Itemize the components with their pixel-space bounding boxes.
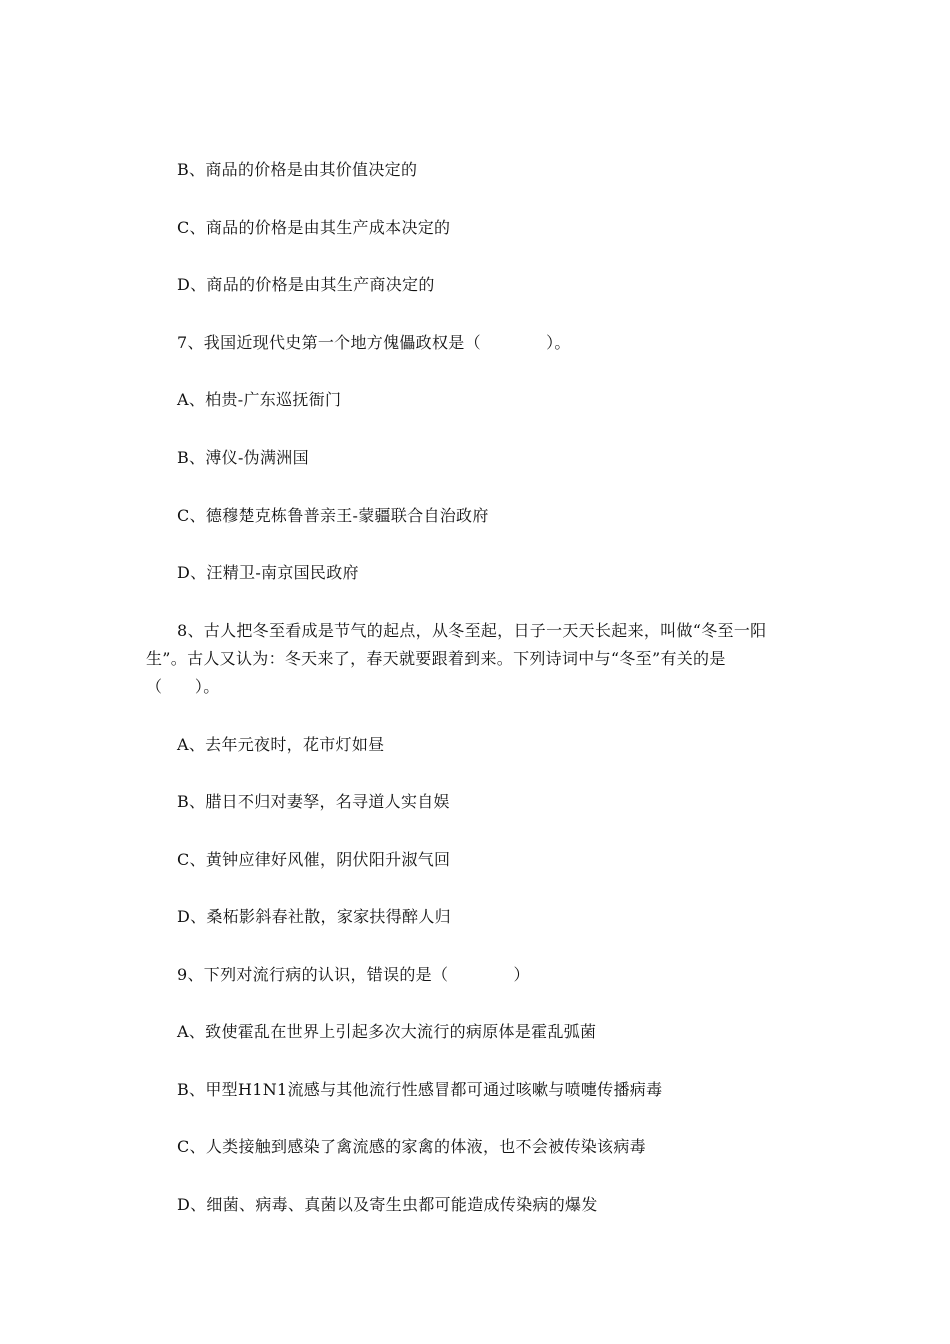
q9-question: 9、下列对流行病的认识，错误的是（ ） [177, 965, 530, 984]
q9-option-a: A、致使霍乱在世界上引起多次大流行的病原体是霍乱弧菌 [177, 1022, 597, 1041]
q6-option-c: C、商品的价格是由其生产成本决定的 [177, 218, 451, 237]
q7-option-b: B、溥仪-伪满洲国 [177, 448, 309, 467]
q6-option-d: D、商品的价格是由其生产商决定的 [177, 275, 435, 294]
q8-option-b: B、腊日不归对妻孥，名寻道人实自娱 [177, 792, 450, 811]
q8-option-d: D、桑柘影斜春社散，家家扶得醉人归 [177, 907, 451, 926]
q9-option-b: B、甲型H1N1流感与其他流行性感冒都可通过咳嗽与喷嚏传播病毒 [177, 1080, 663, 1099]
q7-option-d: D、汪精卫-南京国民政府 [177, 563, 359, 582]
q9-option-c: C、人类接触到感染了禽流感的家禽的体液，也不会被传染该病毒 [177, 1137, 646, 1156]
q8-question: 8、古人把冬至看成是节气的起点，从冬至起，日子一天天长起来，叫做“冬至一阳生”。古人又认为：冬天来了，春天就要跟着到来。下列诗词中与“冬至”有关的是（ ）。 [146, 621, 767, 696]
q9-option-d: D、细菌、病毒、真菌以及寄生虫都可能造成传染病的爆发 [177, 1195, 598, 1214]
q7-option-c: C、德穆楚克栋鲁普亲王-蒙疆联合自治政府 [177, 506, 489, 525]
q8-option-c: C、黄钟应律好风催，阴伏阳升淑气回 [177, 850, 451, 869]
q8-option-a: A、去年元夜时，花市灯如昼 [177, 735, 385, 754]
q6-option-b: B、商品的价格是由其价值决定的 [177, 160, 418, 179]
q7-option-a: A、柏贵-广东巡抚衙门 [177, 390, 342, 409]
q7-question: 7、我国近现代史第一个地方傀儡政权是（ ）。 [177, 333, 571, 352]
